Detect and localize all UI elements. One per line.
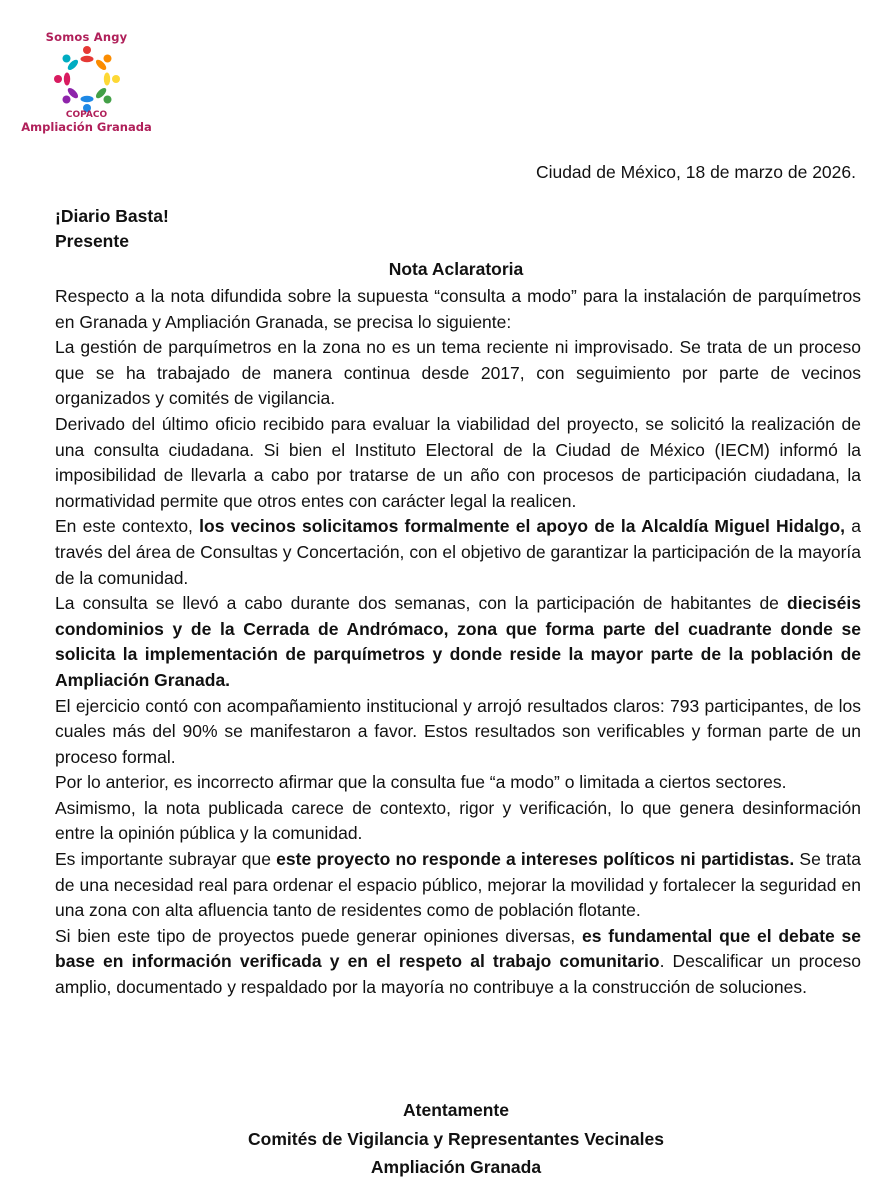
- logo-line1: COPACO: [65, 110, 108, 120]
- logo-line2: Ampliación Granada: [21, 120, 152, 134]
- person-body-icon: [103, 73, 109, 86]
- person-body-icon: [80, 56, 93, 62]
- paragraph-10-text-c: . Descalificar un proceso amplio, documentado y respaldado por la mayoría no contribuye a la construcción de soluciones.: [55, 951, 861, 998]
- paragraph-4-text-c: a través del área de Consultas y Concertación, con el objetivo de garantizar la participación de la mayoría de la comunidad.: [55, 516, 861, 588]
- person-head-icon: [62, 55, 70, 63]
- paragraph-4-text-a: En este contexto,: [55, 516, 200, 537]
- person-head-icon: [83, 46, 91, 54]
- person-head-icon: [54, 75, 62, 83]
- paragraph-6: El ejercicio contó con acompañamiento institucional y arrojó resultados claros: 793 participantes, de los cuales más del 90% se manifestaron a favor. Estos resultados son verificables y forman parte de un proceso formal.: [55, 695, 861, 767]
- letter-title: Nota Aclaratoria: [388, 259, 524, 279]
- paragraph-10-bold: es fundamental que el debate se base en información verificada y en el respeto al trabajo comunitario: [55, 925, 861, 972]
- paragraph-9-text-a: Es importante subrayar que: [55, 849, 277, 870]
- paragraph-1: Respecto a la nota difundida sobre la supuesta “consulta a modo” para la instalación de parquímetros en Granada y Ampliación Granada, se precisa lo siguiente:: [55, 286, 861, 332]
- recipient-greeting: Presente: [55, 231, 129, 251]
- paragraph-5-bold: dieciséis condominios y de la Cerrada de Andrómaco, zona que forma parte del cuadrante donde se solicita la implementación de parquímetros y donde reside la mayor parte de la población de Ampliación Granada.: [55, 593, 861, 690]
- paragraph-9-bold: este proyecto no responde a intereses políticos ni partidistas.: [276, 849, 795, 870]
- community-circle-icon: [52, 46, 122, 112]
- logo-top-text: Somos Angy: [45, 30, 128, 44]
- person-body-icon: [63, 73, 69, 86]
- signature-closing: Atentamente: [403, 1100, 509, 1120]
- paragraph-4: [55, 514, 861, 591]
- paragraph-2: La gestión de parquímetros en la zona no es un tema reciente ni improvisado. Se trata de un proceso que se ha trabajado de manera continua desde 2017, con seguimiento por parte de vecinos organizados y comités de vigilancia.: [55, 337, 861, 409]
- paragraph-10-text-a: Si bien este tipo de proyectos puede generar opiniones diversas,: [55, 925, 583, 946]
- paragraph-3: Derivado del último oficio recibido para evaluar la viabilidad del proyecto, se solicitó la realización de una consulta ciudadana. Si bien el Instituto Electoral de la Ciudad de México (IECM) informó la imposibilidad de llevarla a cabo por tratarse de un año con procesos de participación ciudadana, la normatividad permite que otros entes con carácter legal la realicen.: [55, 413, 861, 511]
- signature-committees: Comités de Vigilancia y Representantes Vecinales: [248, 1128, 664, 1149]
- paragraph-7: Por lo anterior, es incorrecto afirmar que la consulta fue “a modo” o limitada a ciertos sectores.: [55, 772, 787, 793]
- signature-block: [0, 1096, 892, 1182]
- letter-date: Ciudad de México, 18 de marzo de 2026.: [535, 162, 856, 182]
- paragraph-9-text-c: Se trata de una necesidad real para ordenar el espacio público, mejorar la movilidad y fortalecer la seguridad en una zona con alta afluencia tanto de residentes como de población flotante.: [55, 849, 862, 921]
- person-head-icon: [103, 55, 111, 63]
- recipient-name: ¡Diario Basta!: [55, 206, 169, 226]
- paragraph-10: [55, 924, 861, 1001]
- copaco-logo: [14, 30, 159, 134]
- paragraph-5-text-a: La consulta se llevó a cabo durante dos semanas, con la participación de habitantes de: [55, 593, 788, 614]
- paragraph-5: [55, 591, 861, 693]
- letter-body: [55, 284, 861, 1001]
- paragraph-9: [55, 847, 861, 924]
- recipient-block: [55, 204, 169, 254]
- person-body-icon: [80, 96, 93, 102]
- signature-location: Ampliación Granada: [370, 1157, 542, 1177]
- person-head-icon: [112, 75, 120, 83]
- person-head-icon: [62, 96, 70, 104]
- paragraph-4-bold: los vecinos solicitamos formalmente el apoyo de la Alcaldía Miguel Hidalgo,: [199, 516, 846, 537]
- paragraph-8: Asimismo, la nota publicada carece de contexto, rigor y verificación, lo que genera desinformación entre la opinión pública y la comunidad.: [55, 797, 861, 844]
- person-head-icon: [103, 96, 111, 104]
